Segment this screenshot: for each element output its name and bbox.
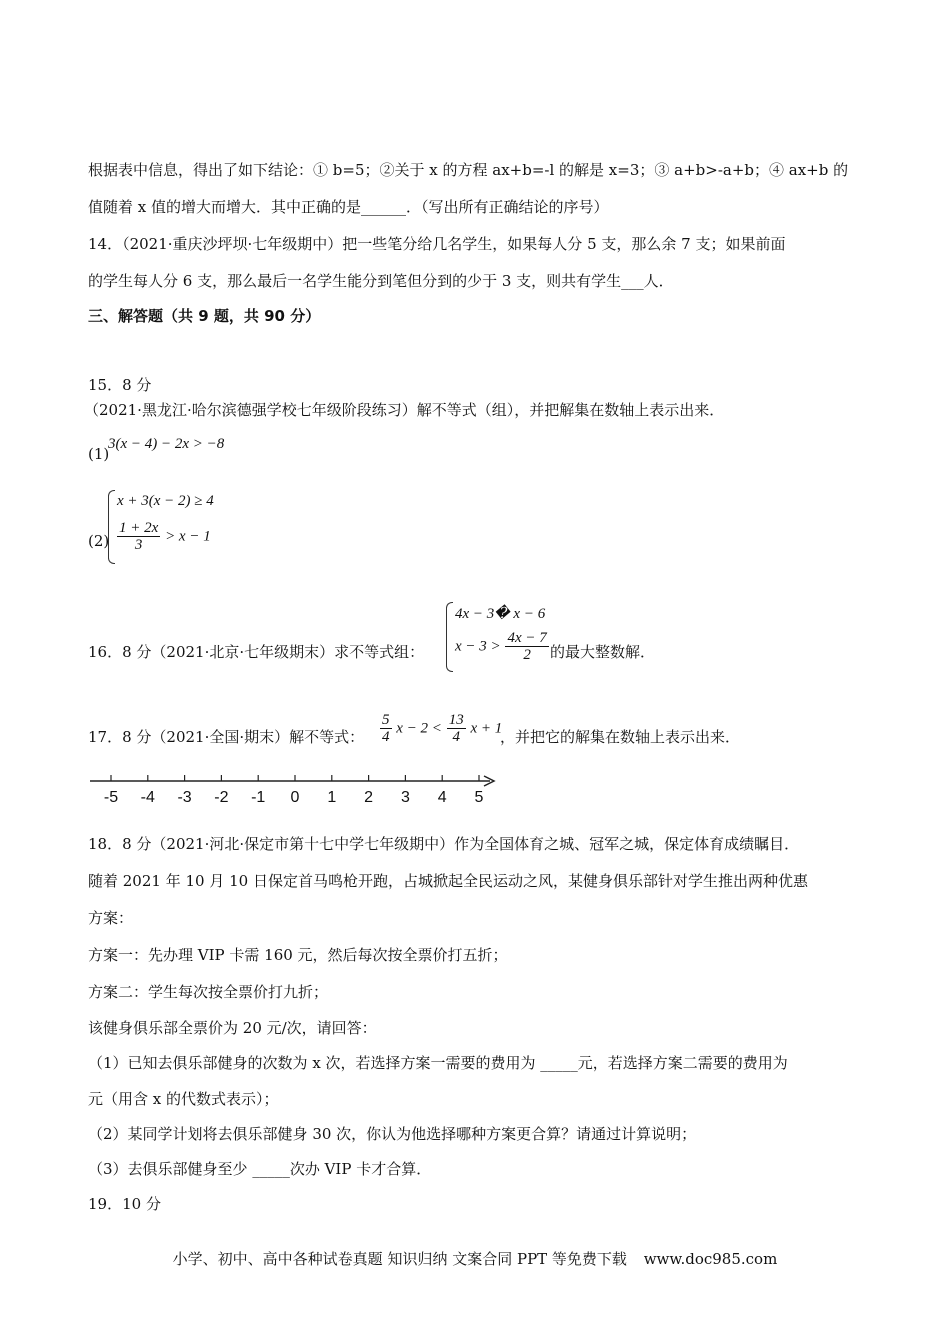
section-title: 三、解答题（共 9 题，共 90 分） [88, 307, 321, 325]
q18-line7: （1）已知去俱乐部健身的次数为 x 次，若选择方案一需要的费用为 _____元，若选择方案二需要的费用为 [88, 1054, 788, 1072]
q15-part2-line2 [117, 520, 211, 553]
q18-line5: 方案二：学生每次按全票价打九折； [88, 983, 329, 1001]
number-line-label: -4 [140, 789, 155, 806]
q16-line1: 4x − 3� x − 6 [455, 606, 546, 622]
q16-frac-num: 4x − 7 [507, 630, 547, 646]
q16-frac-den: 2 [523, 647, 531, 663]
q18-line4: 方案一：先办理 VIP 卡需 160 元，然后每次按全票价打五折； [88, 946, 508, 964]
number-line-label: -2 [214, 789, 229, 806]
number-line [88, 768, 508, 808]
q17-mid: x − 2 < [396, 720, 442, 737]
q19-number: 19．10 分 [88, 1195, 161, 1213]
q18-line6: 该健身俱乐部全票价为 20 元/次，请回答： [88, 1019, 377, 1037]
q17-frac1-num: 5 [382, 712, 390, 728]
q17-frac1 [380, 712, 392, 745]
q17-frac1-den: 4 [382, 729, 390, 745]
number-line-label: -5 [103, 789, 119, 806]
q15-part2-line1: x + 3(x − 2) ≥ 4 [117, 493, 214, 509]
q15-part1-expr: 3(x − 4) − 2x > −8 [108, 436, 225, 452]
q16-line2-left: x − 3 > [455, 638, 501, 655]
q15-part1-label: (1) [88, 445, 110, 463]
number-line-label: 5 [474, 789, 484, 806]
q16-prefix: 16．8 分（2021·北京·七年级期末）求不等式组： [88, 643, 425, 661]
q13-line2: 值随着 x 值的增大而增大．其中正确的是______．（写出所有正确结论的序号） [88, 198, 609, 216]
footer-text: 小学、初中、高中各种试卷真题 知识归纳 文案合同 PPT 等免费下载 [172, 1250, 627, 1268]
number-line-label: 0 [290, 789, 300, 806]
q17-prefix: 17．8 分（2021·全国·期末）解不等式： [88, 728, 365, 746]
number-line-label: -1 [251, 789, 266, 806]
q18-line8: 元（用含 x 的代数式表示）； [88, 1090, 279, 1108]
q15-stem: （2021·黑龙江·哈尔滨德强学校七年级阶段练习）解不等式（组），并把解集在数轴上表示出来． [84, 401, 725, 419]
number-line-label: -3 [177, 789, 192, 806]
q16-fraction [505, 630, 548, 663]
q17-suffix: ，并把它的解集在数轴上表示出来． [500, 728, 741, 746]
q17-tail: x + 1 [470, 720, 503, 737]
q14-line2: 的学生每人分 6 支，那么最后一名学生能分到笔但分到的少于 3 支，则共有学生___人． [88, 272, 674, 290]
q15-frac-den: 3 [134, 537, 143, 553]
q13-line1: 根据表中信息，得出了如下结论：① b=5；②关于 x 的方程 ax+b=-l 的解是 x=3；③ a+b>-a+b；④ ax+b 的 [88, 161, 849, 179]
q14-line1: 14．（2021·重庆沙坪坝·七年级期中）把一些笔分给几名学生，如果每人分 5 支，那么余 7 支；如果前面 [88, 235, 786, 253]
q18-line9: （2）某同学计划将去俱乐部健身 30 次，你认为他选择哪种方案更合算？请通过计算说明； [88, 1125, 697, 1143]
q15-part2-label: (2) [88, 532, 110, 550]
q18-line3: 方案： [88, 909, 134, 927]
q17-expr [380, 712, 502, 745]
q15-brace [108, 490, 115, 564]
number-line-label: 4 [437, 789, 447, 806]
q16-line2 [455, 630, 549, 663]
number-line-label: 3 [400, 789, 410, 806]
q17-frac2 [447, 712, 466, 745]
q16-brace [446, 602, 453, 672]
footer [0, 1248, 950, 1269]
q15-part2-tail: > x − 1 [165, 528, 211, 545]
q16-suffix: 的最大整数解． [550, 643, 656, 661]
footer-url[interactable]: www.doc985.com [643, 1250, 778, 1268]
q17-frac2-num: 13 [448, 712, 464, 728]
number-line-label: 2 [364, 789, 374, 806]
q15-number: 15．8 分 [88, 376, 152, 394]
number-line-label: 1 [327, 789, 337, 806]
q18-line10: （3）去俱乐部健身至少 _____次办 VIP 卡才合算． [88, 1160, 432, 1178]
q15-frac-num: 1 + 2x [119, 520, 159, 536]
q17-frac2-den: 4 [452, 729, 460, 745]
q15-fraction [117, 520, 160, 553]
q18-line1: 18．8 分（2021·河北·保定市第十七中学七年级期中）作为全国体育之城、冠军之城，保定体育成绩瞩目． [88, 835, 800, 853]
q18-line2: 随着 2021 年 10 月 10 日保定首马鸣枪开跑，占城掀起全民运动之风，某健身俱乐部针对学生推出两种优惠 [88, 872, 808, 890]
